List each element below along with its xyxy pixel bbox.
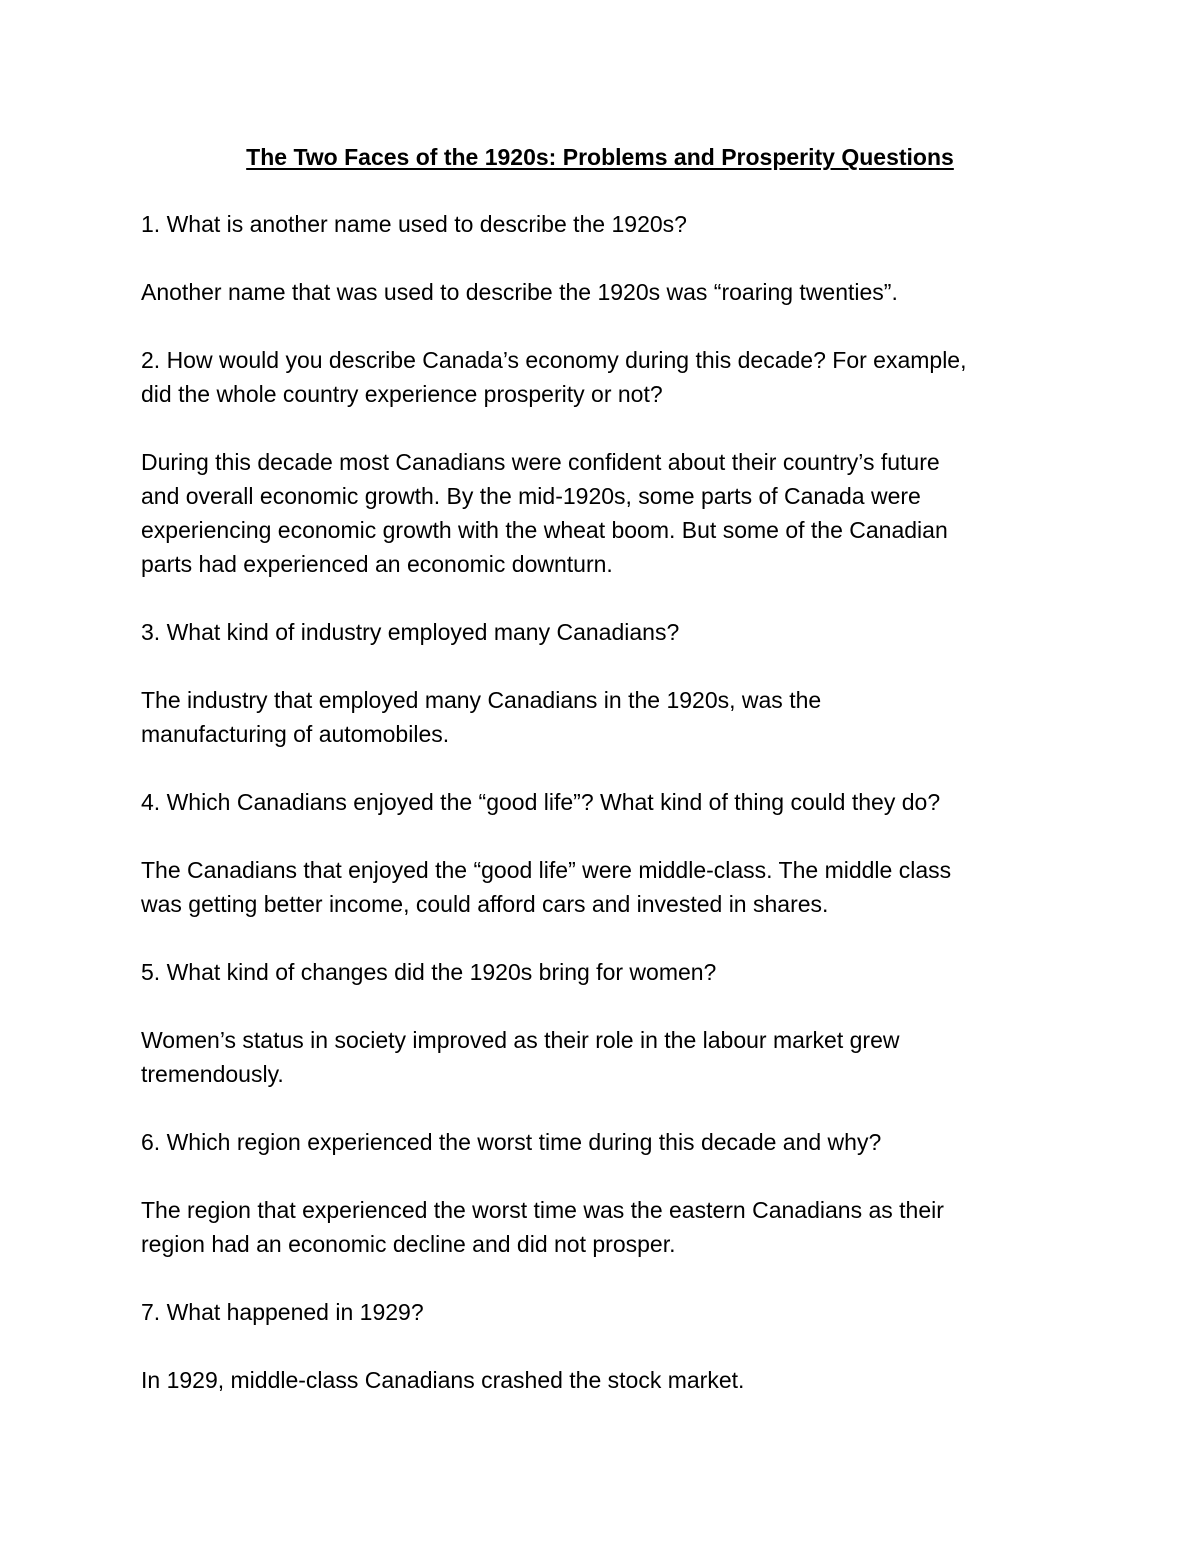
answer-4: The Canadians that enjoyed the “good life” were middle-class. The middle class was getting better income, could afford cars and invested in shares. [141, 857, 952, 917]
answer-3: The industry that employed many Canadians in the 1920s, was the manufacturing of automobiles. [141, 687, 822, 747]
answer-1: Another name that was used to describe the 1920s was “roaring twenties”. [141, 279, 898, 305]
question-7: 7. What happened in 1929? [141, 1299, 424, 1325]
question-3: 3. What kind of industry employed many Canadians? [141, 619, 680, 645]
answer-2: During this decade most Canadians were confident about their country’s future and overall economic growth. By the mid-1920s, some parts of Canada were experiencing economic growth with the wheat boom. But some of the Canadian parts had experienced an economic downturn. [141, 449, 948, 577]
question-1: 1. What is another name used to describe the 1920s? [141, 211, 687, 237]
question-6: 6. Which region experienced the worst time during this decade and why? [141, 1129, 882, 1155]
answer-5: Women’s status in society improved as their role in the labour market grew tremendously. [141, 1027, 900, 1087]
document-title: The Two Faces of the 1920s: Problems and Prosperity Questions [246, 144, 954, 170]
question-4: 4. Which Canadians enjoyed the “good life”? What kind of thing could they do? [141, 789, 941, 815]
answer-7: In 1929, middle-class Canadians crashed the stock market. [141, 1367, 745, 1393]
qa-list [141, 207, 1081, 1431]
question-2: 2. How would you describe Canada’s economy during this decade? For example, did the whole country experience prosperity or not? [141, 347, 967, 407]
answer-6: The region that experienced the worst time was the eastern Canadians as their region had an economic decline and did not prosper. [141, 1197, 944, 1257]
question-5: 5. What kind of changes did the 1920s bring for women? [141, 959, 717, 985]
